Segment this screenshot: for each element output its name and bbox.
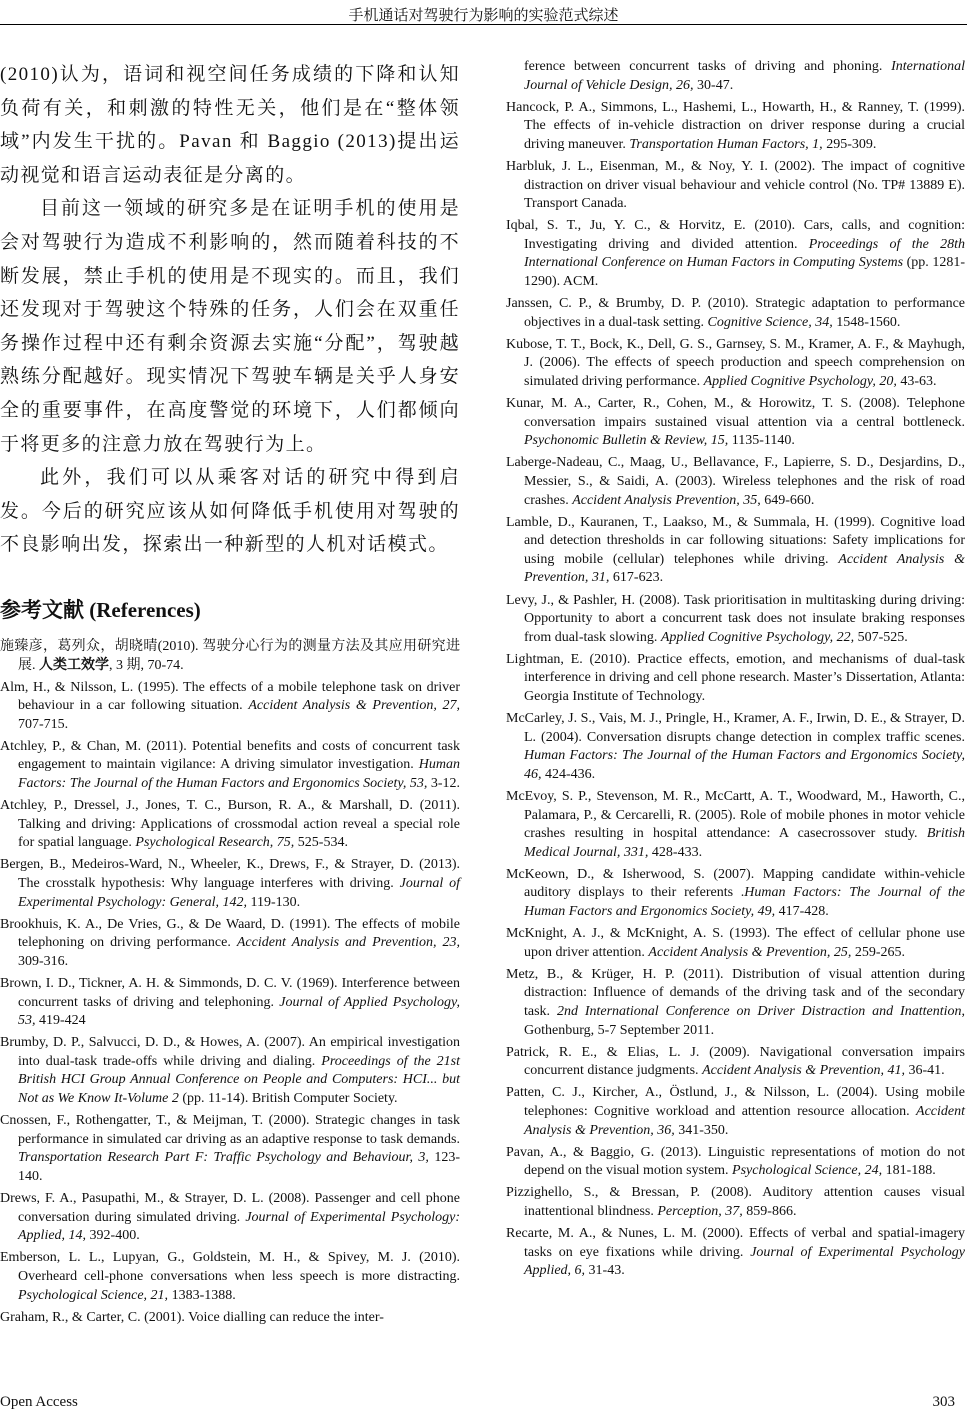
reference-source: 2nd International Conference on Driver Distraction and Inattention xyxy=(556,1004,962,1019)
reference-text: 1548-1560. xyxy=(832,314,901,330)
reference-source: Perception, 37, xyxy=(657,1203,743,1219)
reference-text: Bergen, B., Medeiros-Ward, N., Wheeler, K., Drews, F., & Strayer, D. (2013). The crosstalk hypothesis: Why language interferes with driving. xyxy=(0,857,460,892)
footer-journal: Open Access xyxy=(0,1394,78,1410)
reference-list-right xyxy=(506,58,965,1281)
reference-text: 人类工效学 xyxy=(39,657,109,673)
reference-source: Accident Analysis Prevention, 35 xyxy=(572,492,758,508)
reference-entry xyxy=(506,295,965,332)
body-paragraph: 此外，我们可以从乘客对话的研究中得到启发。今后的研究应该从如何降低手机使用对驾驶的不良影响出发，探索出一种新型的人机对话模式。 xyxy=(0,467,460,556)
reference-source: Accident Analysis & Prevention, 41, xyxy=(702,1063,906,1079)
reference-source: Transportation Research Part F: Traffic Psychology and Behaviour, 3, xyxy=(18,1150,429,1166)
reference-entry xyxy=(506,454,965,510)
reference-source: Proceedings of the 21st British HCI Group Annual Conference on People and Computers: HCI... but Not as We Know It-Volume 2 xyxy=(18,1053,460,1107)
reference-entry xyxy=(506,651,965,707)
reference-entry xyxy=(0,1034,460,1108)
reference-text: Patten, C. J., Kircher, A., Östlund, J., & Nilsson, L. (2004). Using mobile telephones: Cognitive workload and attention resource allocation. xyxy=(506,1085,965,1119)
reference-source: Psychological Research, 75, xyxy=(135,835,295,851)
reference-source: Human Factors: The Journal of the Human Factors and Ergonomics Society, 53, xyxy=(18,757,460,792)
reference-source: Psychological Science, 21, xyxy=(18,1287,169,1303)
reference-source: Psychonomic Bulletin & Review, 15, xyxy=(524,433,729,449)
reference-entry xyxy=(0,1112,460,1186)
reference-entry xyxy=(506,514,965,588)
reference-entry xyxy=(0,1309,460,1328)
reference-text: Recarte, M. A., & Nunes, L. M. (2000). Effects of verbal and spatial-imagery tasks on eye fixations while driving. xyxy=(506,1226,965,1260)
reference-text: 181-188. xyxy=(882,1163,936,1179)
reference-text: 707-715. xyxy=(18,716,69,732)
reference-source: Psychological Science, 24, xyxy=(732,1163,883,1179)
reference-source: Journal of Experimental Psychology Applied, 6, xyxy=(524,1244,965,1279)
reference-source: International Journal of Vehicle Design, 26, xyxy=(524,59,965,93)
reference-entry xyxy=(0,916,460,972)
reference-source: Accident Analysis & Prevention, 36, xyxy=(524,1103,965,1138)
reference-source: British Medical Journal, 331, xyxy=(524,826,965,860)
reference-text: 507-525. xyxy=(854,629,908,645)
reference-text: Laberge-Nadeau, C., Maag, U., Bellavance, F., Lapierre, S. D., Desjardins, D., Messier, S., & Saidi, A. (2003). Wireless telephones and the risk of road crashes. xyxy=(506,455,965,508)
reference-text: Graham, R., & Carter, C. (2001). Voice dialling can reduce the inter- xyxy=(0,1309,384,1325)
reference-text: Lightman, E. (2010). Practice effects, emotion, and mechanisms of dual-task interference in driving and cell phone research. Master’s Dissertation, Atlanta: Georgia Institute of Technology. xyxy=(506,651,965,704)
reference-entry xyxy=(0,679,460,735)
reference-text: Kubose, T. T., Bock, K., Dell, G. S., Garnsey, S. M., Kramer, A. F., & Mayhugh, J. (2006). The effects of speech production and speech comprehension on simulated driving performance. xyxy=(506,336,965,389)
reference-text: Iqbal, S. T., Ju, Y. C., & Horvitz, E. (2010). Cars, calls, and cognition: Investigating driving and divided attention. xyxy=(506,218,965,252)
reference-entry xyxy=(506,925,965,962)
page-number: 303 xyxy=(932,1394,955,1410)
reference-text: , Gothenburg, 5-7 September 2011. xyxy=(524,1004,965,1038)
body-paragraph: 目前这一领域的研究多是在证明手机的使用是会对驾驶行为造成不利影响的，然而随着科技的不断发展，禁止手机的使用是不现实的。而且，我们还发现对于驾驶这个特殊的任务，人们会在双重任务操作过程中还有剩余资源去实施“分配”，驾驶越熟练分配越好。现实情况下驾驶车辆是关乎人身安全的重要事件，在高度警觉的环境下，人们都倾向于将更多的注意力放在驾驶行为上。 xyxy=(0,198,460,455)
reference-text: Brookhuis, K. A., De Vries, G., & De Waard, D. (1991). The effects of mobile telephoning on driving performance. xyxy=(0,916,460,951)
reference-source: Human Factors: The Journal of the Human Factors and Ergonomics Society, 49, xyxy=(524,885,966,920)
reference-entry xyxy=(506,1225,965,1281)
reference-text: McCarley, J. S., Vais, M. J., Pringle, H., Kramer, A. F., Irwin, D. E., & Strayer, D. L. (2004). Conversation disrupts change detection in complex traffic scenes. xyxy=(506,711,965,745)
reference-text: 428-433. xyxy=(648,844,703,860)
reference-text: Pizzighello, S., & Bressan, P. (2008). Auditory attention causes visual inattentional blindness. xyxy=(506,1185,965,1219)
reference-text: Brown, I. D., Tickner, A. H. & Simmonds, D. C. V. (1969). Interference between concurrent tasks of driving and telephoning. xyxy=(0,976,460,1010)
reference-text: 525-534. xyxy=(294,835,348,851)
reference-text: 123-140. xyxy=(18,1150,460,1184)
reference-text: Patrick, R. E., & Elias, L. J. (2009). Navigational conversation impairs concurrent distance judgments. xyxy=(506,1044,965,1079)
reference-text: Levy, J., & Pashler, H. (2008). Task prioritisation in multitasking during driving: Opportunity to abort a concurrent task does not insulate braking responses from dual-task slowing. xyxy=(506,592,965,645)
reference-text: Metz, B., & Krüger, H. P. (2011). Distribution of visual attention during distraction: Influence of demands of the driving task and of the secondary task. xyxy=(506,966,965,1019)
reference-source: Cognitive Science, 34, xyxy=(707,314,833,330)
reference-text: , 649-660. xyxy=(757,492,815,508)
reference-text: 419-424 xyxy=(35,1013,86,1029)
reference-text: McKeown, D., & Isherwood, S. (2007). Mapping candidate within-vehicle auditory displays to their referents . xyxy=(506,866,965,901)
reference-source: Transportation Human Factors, 1, xyxy=(629,136,823,152)
reference-entry xyxy=(0,738,460,794)
reference-entry xyxy=(506,788,965,862)
reference-text: McKnight, A. J., & McKnight, A. S. (1993). The effect of cellular phone use upon driver attention. xyxy=(506,926,965,960)
reference-entry xyxy=(506,99,965,155)
running-header: 手机通话对驾驶行为影响的实验范式综述 xyxy=(348,8,619,24)
reference-source: Journal of Applied Psychology, 53, xyxy=(18,994,460,1029)
references-heading: 参考文献 (References) xyxy=(0,597,201,622)
reference-text: (pp. 1281-1290). ACM. xyxy=(524,255,965,290)
reference-text: 392-400. xyxy=(86,1228,140,1244)
reference-text: 36-41. xyxy=(905,1063,945,1079)
reference-entry xyxy=(0,797,460,853)
reference-source: Proceedings of the 28th International Conference on Human Factors in Computing Systems xyxy=(524,236,966,271)
reference-source: Journal of Experimental Psychology: Applied, 14, xyxy=(18,1209,460,1244)
reference-source: Applied Cognitive Psychology, 20, xyxy=(703,374,897,389)
reference-entry xyxy=(506,1144,965,1181)
reference-entry xyxy=(506,1084,965,1140)
reference-entry xyxy=(506,866,965,922)
reference-text: 424-436. xyxy=(541,766,596,782)
reference-source: Human Factors: The Journal of the Human Factors and Ergonomics Society, 46, xyxy=(524,748,965,782)
reference-text: Atchley, P., Dressel, J., Jones, T. C., Burson, R. A., & Marshall, D. (2011). Talking and driving: Applications of crossmodal action reveal a special role for spatial language. xyxy=(0,798,460,851)
reference-text: Lamble, D., Kauranen, T., Laakso, M., & Summala, H. (1999). Cognitive load and detection thresholds in car following situations: Safety implications for using mobile (cellular) telephones while driving. xyxy=(506,514,965,567)
reference-source: Journal of Experimental Psychology: General, 142, xyxy=(18,876,460,910)
reference-source: Accident Analysis and Prevention, 23, xyxy=(236,935,460,951)
reference-text: Hancock, P. A., Simmons, L., Hashemi, L., Howarth, H., & Ranney, T. (1999). The effects of in-vehicle distraction on driver response during a crucial driving maneuver. xyxy=(506,99,965,152)
reference-source: Accident Analysis & Prevention, 31, xyxy=(524,551,965,586)
reference-text: 309-316. xyxy=(18,953,69,969)
reference-text: Cnossen, F., Rothengatter, T., & Meijman, T. (2000). Strategic changes in task performance in simulated car driving as an adaptive response to task demands. xyxy=(0,1113,460,1147)
reference-entry xyxy=(506,592,965,648)
reference-text: Brumby, D. P., Salvucci, D. D., & Howes, A. (2007). An empirical investigation into dual-task trade-offs while driving and dialing. xyxy=(0,1035,460,1069)
reference-text: 859-866. xyxy=(742,1203,797,1219)
reference-entry xyxy=(0,1190,460,1246)
reference-text: Kunar, M. A., Carter, R., Cohen, M., & Horowitz, T. S. (2008). Telephone conversation impairs sustained visual attention via a central bottleneck. xyxy=(506,396,965,430)
reference-text: 1383-1388. xyxy=(168,1287,236,1303)
reference-text: McEvoy, S. P., Stevenson, M. R., McCartt, A. T., Woodward, M., Haworth, C., Palamara, P., & Cercarelli, R. (2005). Role of mobile phones in motor vehicle crashes resulting in hospital attendance: A casecrossover study. xyxy=(506,788,965,842)
reference-entry xyxy=(506,1044,965,1081)
reference-text: Drews, F. A., Pasupathi, M., & Strayer, D. L. (2008). Passenger and cell phone conversation during simulated driving. xyxy=(0,1191,460,1225)
left-column xyxy=(0,58,460,1331)
reference-text: 施臻彦，葛列众，胡晓晴(2010). 驾驶分心行为的测量方法及其应用研究进展. xyxy=(0,638,460,673)
reference-text: , 3 期, 70-74. xyxy=(109,657,184,673)
reference-text: 30-47. xyxy=(693,77,734,93)
reference-text: 417-428. xyxy=(775,904,829,920)
reference-text: 259-265. xyxy=(851,944,906,960)
reference-entry xyxy=(0,1249,460,1305)
body-paragraph: (2010)认为，语词和视空间任务成绩的下降和认知负荷有关，和刺激的特性无关，他们是在“整体领域”内发生干扰的。Pavan 和 Baggio (2013)提出运动视觉和语言运动表征是分离的。 xyxy=(0,64,460,186)
reference-entry xyxy=(506,395,965,451)
reference-source: Accident Analysis & Prevention, 25, xyxy=(648,944,852,960)
reference-text: 3-12. xyxy=(427,776,460,792)
reference-entry xyxy=(506,58,965,95)
reference-text: (pp. 11-14). British Computer Society. xyxy=(178,1091,398,1107)
reference-text: 341-350. xyxy=(674,1122,729,1138)
reference-entry xyxy=(506,966,965,1040)
reference-text: Emberson, L. L., Lupyan, G., Goldstein, M. H., & Spivey, M. J. (2010). Overheard cell-phone conversations when less speech is more distracting. xyxy=(0,1250,460,1284)
reference-list-left xyxy=(0,638,460,1327)
reference-source: Applied Cognitive Psychology, 22, xyxy=(660,629,855,645)
reference-source: Accident Analysis & Prevention, 27, xyxy=(248,698,460,714)
reference-entry xyxy=(0,638,460,675)
reference-text: 31-43. xyxy=(585,1263,625,1279)
reference-text: 1135-1140. xyxy=(728,433,795,449)
reference-text: 295-309. xyxy=(822,136,877,152)
reference-text: Janssen, C. P., & Brumby, D. P. (2010). Strategic adaptation to performance objectives in a dual-task setting. xyxy=(506,296,965,330)
reference-text: Harbluk, J. L., Eisenman, M., & Noy, Y. I. (2002). The impact of cognitive distraction on driver visual behaviour and vehicle control (No. TP# 13889 E). Transport Canada. xyxy=(506,158,965,212)
header-rule xyxy=(0,24,967,25)
right-column xyxy=(506,58,965,1284)
reference-text: Pavan, A., & Baggio, G. (2013). Linguistic representations of motion do not depend on the visual motion system. xyxy=(506,1144,965,1179)
reference-entry xyxy=(0,975,460,1031)
reference-entry xyxy=(506,336,965,392)
reference-text: Atchley, P., & Chan, M. (2011). Potential benefits and costs of concurrent task engagement to maintain vigilance: A driving simulator investigation. xyxy=(0,738,460,773)
reference-text: 617-623. xyxy=(609,570,664,586)
reference-entry xyxy=(506,158,965,214)
reference-entry xyxy=(506,217,965,291)
reference-text: 119-130. xyxy=(247,894,301,910)
reference-entry xyxy=(506,1184,965,1221)
reference-text: ference between concurrent tasks of driving and phoning. xyxy=(524,59,892,74)
reference-text: 43-63. xyxy=(896,374,937,389)
reference-entry xyxy=(506,710,965,784)
reference-text: Alm, H., & Nilsson, L. (1995). The effects of a mobile telephone task on driver behaviour in a car following situation. xyxy=(0,679,460,714)
reference-entry xyxy=(0,856,460,912)
